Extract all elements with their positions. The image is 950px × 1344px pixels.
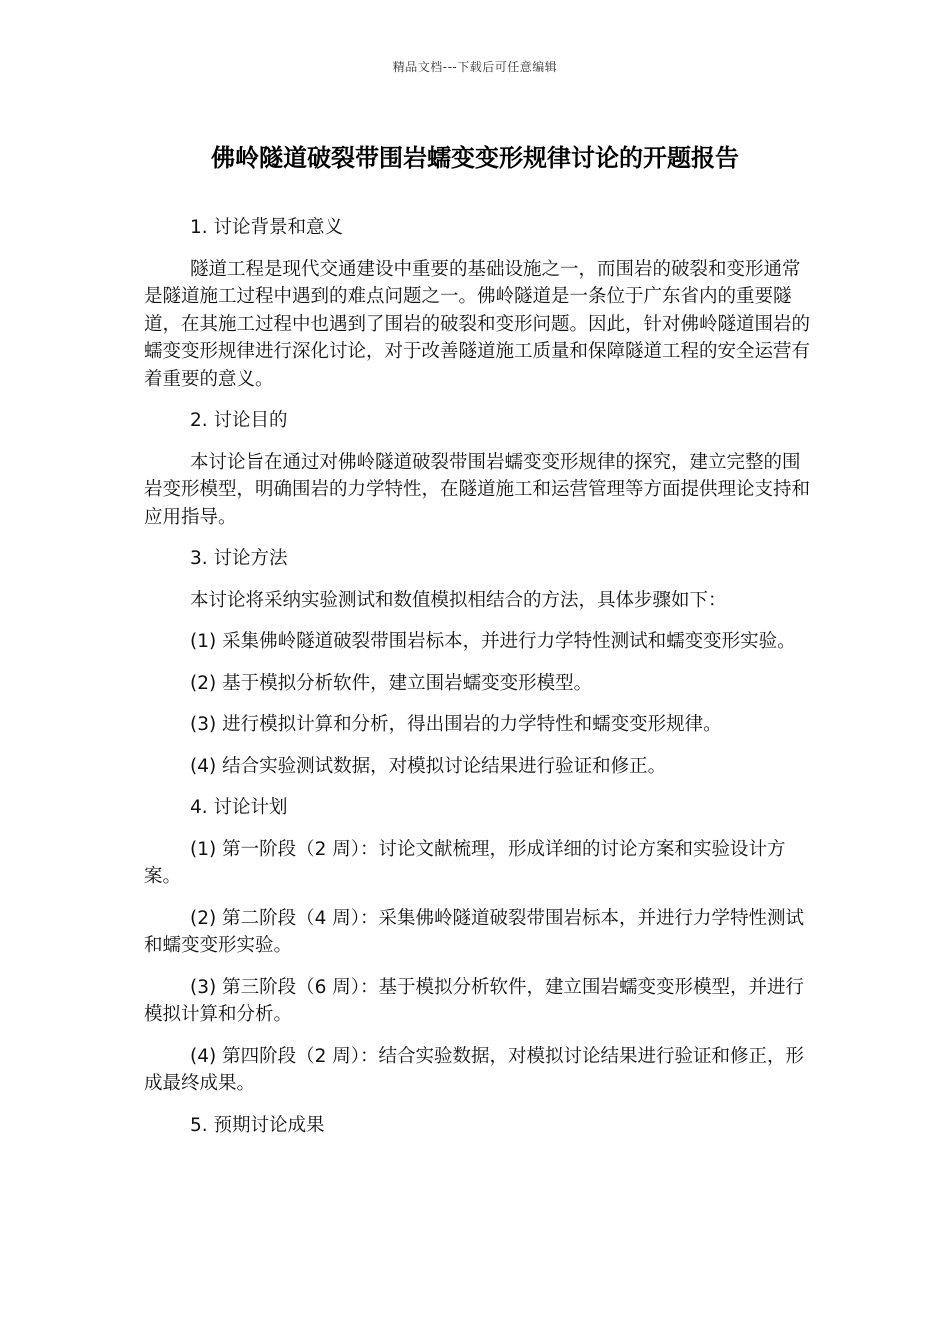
section-heading-2: 2. 讨论目的	[190, 410, 288, 431]
method-step-3: (3) 进行模拟计算和分析，得出围岩的力学特性和蠕变变形规律。	[190, 714, 722, 735]
plan-stage-2: (2) 第二阶段（4 周）：采集佛岭隧道破裂带围岩标本，并进行力学特性测试和蠕变变形实验。	[144, 907, 804, 956]
section-heading-4: 4. 讨论计划	[190, 797, 288, 818]
method-step-4: (4) 结合实验测试数据，对模拟讨论结果进行验证和修正。	[190, 755, 667, 777]
section-3-intro: 本讨论将采纳实验测试和数值模拟相结合的方法，具体步骤如下：	[190, 589, 727, 611]
section-heading-3: 3. 讨论方法	[190, 548, 288, 569]
page-header: 精品文档---下载后可任意编辑	[392, 60, 558, 74]
method-step-2: (2) 基于模拟分析软件，建立围岩蠕变变形模型。	[190, 672, 593, 694]
document-title: 佛岭隧道破裂带围岩蠕变变形规律讨论的开题报告	[211, 144, 739, 172]
section-heading-1: 1. 讨论背景和意义	[190, 217, 344, 238]
plan-stage-1: (1) 第一阶段（2 周）：讨论文献梳理，形成详细的讨论方案和实验设计方案。	[144, 838, 786, 887]
method-step-1: (1) 采集佛岭隧道破裂带围岩标本，并进行力学特性测试和蠕变变形实验。	[190, 631, 796, 652]
plan-stage-3: (3) 第三阶段（6 周）：基于模拟分析软件，建立围岩蠕变变形模型，并进行模拟计算和分析。	[144, 976, 804, 1025]
document-body	[144, 214, 810, 1153]
plan-stage-4: (4) 第四阶段（2 周）：结合实验数据，对模拟讨论结果进行验证和修正，形成最终成果。	[144, 1045, 804, 1094]
section-heading-5: 5. 预期讨论成果	[190, 1114, 325, 1136]
section-1-paragraph: 隧道工程是现代交通建设中重要的基础设施之一，而围岩的破裂和变形通常是隧道施工过程中遇到的难点问题之一。佛岭隧道是一条位于广东省内的重要隧道，在其施工过程中也遇到了围岩的破裂和变形问题。因此，针对佛岭隧道围岩的蠕变变形规律进行深化讨论，对于改善隧道施工质量和保障隧道工程的安全运营有着重要的意义。	[144, 258, 811, 390]
section-2-paragraph: 本讨论旨在通过对佛岭隧道破裂带围岩蠕变变形规律的探究，建立完整的围岩变形模型，明确围岩的力学特性，在隧道施工和运营管理等方面提供理论支持和应用指导。	[144, 451, 811, 528]
